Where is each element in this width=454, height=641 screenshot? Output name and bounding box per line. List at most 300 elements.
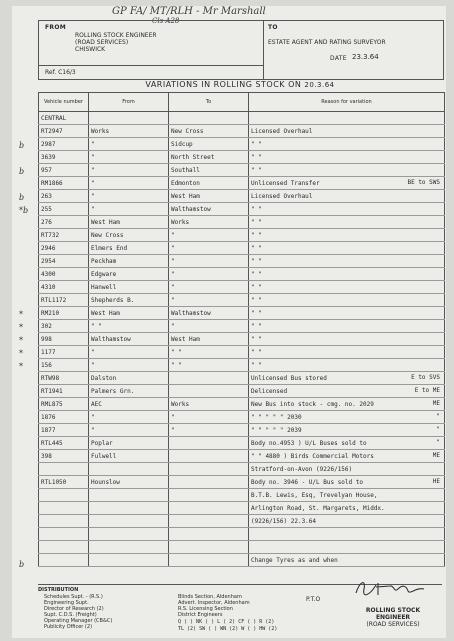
from-cell: " " [89, 320, 169, 333]
reason-text: Delicensed [251, 387, 288, 395]
vehicle-number-text: RM210 [41, 309, 60, 317]
vehicle-number-text: CENTRAL [41, 114, 67, 122]
to-label: TO [268, 24, 278, 31]
reason-text: Stratford-on-Avon (9226/156) [251, 465, 353, 473]
table-row [39, 541, 445, 554]
reason-text: " " [251, 309, 262, 317]
margin-tick-mark: * [19, 335, 23, 345]
margin-tick-mark: b [19, 560, 25, 569]
to-cell [169, 554, 249, 567]
reason-text: " " [251, 270, 262, 278]
table-row [39, 268, 445, 281]
vehicle-number-text: 4300 [41, 270, 56, 278]
to-cell: " " [169, 359, 249, 372]
to-cell: " " [169, 346, 249, 359]
reason-cell [249, 411, 445, 424]
margin-tick-mark: *b [19, 205, 29, 215]
to-cell [169, 112, 249, 125]
vehicle-number-text: 2954 [41, 257, 56, 265]
reason-cell [249, 541, 445, 554]
vehicle-cell [39, 151, 89, 164]
reason-cell [249, 281, 445, 294]
vehicle-number-text: 957 [41, 166, 52, 174]
vehicle-cell [19, 346, 89, 359]
table-row [39, 528, 445, 541]
reason-cell [249, 502, 445, 515]
pto-note: P.T.O [306, 596, 321, 603]
vehicle-cell [39, 112, 89, 125]
reason-text: " " [251, 153, 262, 161]
from-cell: " [89, 203, 169, 216]
reason-text: " " [251, 166, 262, 174]
vehicle-number-text: RT2947 [41, 127, 63, 135]
reason-cell [249, 112, 445, 125]
vehicle-cell [19, 554, 89, 569]
vehicle-cell [39, 268, 89, 281]
handwritten-annotation-2: Cls A28 [152, 17, 180, 25]
to-cell: " [169, 320, 249, 333]
to-cell [169, 489, 249, 502]
to-cell [169, 528, 249, 541]
table-row [39, 437, 445, 450]
reason-cell [249, 125, 445, 138]
page-title [38, 80, 442, 89]
vehicle-number-text: 1177 [41, 348, 56, 356]
table-row [39, 515, 445, 528]
reason-extra: BE to SWS [407, 179, 440, 186]
vehicle-number-text: RML875 [41, 400, 63, 408]
from-cell: " [89, 177, 169, 190]
vehicle-cell [39, 372, 89, 385]
reason-cell [249, 359, 445, 372]
from-cell: " [89, 138, 169, 151]
vehicle-number-text: 1876 [41, 413, 56, 421]
vehicle-number-text: 263 [41, 192, 52, 200]
from-cell [89, 515, 169, 528]
from-cell [89, 554, 169, 567]
reason-cell [249, 346, 445, 359]
district-codes-1: Q ( ) NK ( ) L ( 2) CF ( ) R (2) [178, 619, 275, 625]
reason-cell [249, 463, 445, 476]
reason-extra: " [436, 439, 440, 446]
reason-text: " " [251, 218, 262, 226]
to-cell [169, 372, 249, 385]
vehicle-number-text: 398 [41, 452, 52, 460]
vehicle-cell [39, 398, 89, 411]
dist-col2-1: Advert. Inspector, Aldenham [178, 600, 250, 606]
reason-text: " " [251, 231, 262, 239]
to-cell: " [169, 268, 249, 281]
reason-cell [249, 528, 445, 541]
table-row [39, 476, 445, 489]
table-row [39, 151, 445, 164]
signature-scrawl-icon [350, 577, 430, 599]
table-row [39, 242, 445, 255]
vehicle-number-text: RTL1172 [41, 296, 67, 304]
vehicle-number-text: 4310 [41, 283, 56, 291]
reason-extra: ME [432, 452, 440, 459]
vehicle-cell [39, 476, 89, 489]
from-cell: " [89, 151, 169, 164]
reason-cell [249, 554, 445, 567]
vehicle-number-text: 255 [41, 205, 52, 213]
to-cell: " [169, 411, 249, 424]
table-row [39, 294, 445, 307]
to-cell: " [169, 281, 249, 294]
reason-text: Change Tyres as and when [251, 556, 338, 564]
from-cell [89, 502, 169, 515]
reason-text: Body no.4953 ) U/L Buses sold to [251, 439, 367, 447]
from-box [39, 21, 264, 79]
from-cell [89, 112, 169, 125]
margin-tick-mark: * [19, 348, 23, 358]
to-cell: North Street [169, 151, 249, 164]
reason-text: Unlicensed Transfer [251, 179, 320, 187]
reason-cell [249, 203, 445, 216]
signer-title [348, 607, 438, 628]
reason-cell [249, 216, 445, 229]
to-cell: " [169, 255, 249, 268]
from-cell: " [89, 424, 169, 437]
col-reason: Reason for variation [249, 93, 445, 112]
document-sheet [12, 6, 446, 638]
vehicle-cell [39, 541, 89, 554]
vehicle-cell [39, 411, 89, 424]
reason-cell [249, 489, 445, 502]
margin-tick-mark: b [19, 140, 25, 150]
reason-cell [249, 190, 445, 203]
handwritten-annotation: GP FA/ MT/RLH - Mr Marshall [112, 6, 266, 17]
to-cell: Works [169, 398, 249, 411]
from-cell: Edgware [89, 268, 169, 281]
reason-text: " " 4880 ) Birds Commercial Motors [251, 452, 374, 460]
table-row [39, 489, 445, 502]
signature [350, 577, 430, 599]
reason-text: " " [251, 296, 262, 304]
vehicle-number-text: RTW98 [41, 374, 60, 382]
vehicle-cell [19, 190, 89, 203]
reason-text: Licensed Overhaul [251, 192, 313, 200]
margin-tick-mark: b [19, 192, 25, 202]
from-cell: " [89, 346, 169, 359]
reason-text: " " [251, 205, 262, 213]
vehicle-number-text: 276 [41, 218, 52, 226]
reason-cell [249, 307, 445, 320]
reason-cell [249, 242, 445, 255]
vehicle-number-text: 998 [41, 335, 52, 343]
from-cell: Hanwell [89, 281, 169, 294]
to-cell: " [169, 424, 249, 437]
dist-col1-5: Publicity Officer (2) [44, 624, 93, 630]
vehicle-cell [19, 307, 89, 320]
vehicle-cell [19, 138, 89, 151]
reason-extra: " [436, 426, 440, 433]
vehicle-number-text: 3639 [41, 153, 56, 161]
vehicle-cell [19, 164, 89, 177]
from-cell: Peckham [89, 255, 169, 268]
reason-cell [249, 229, 445, 242]
reason-text: " " " " " 2039 [251, 426, 302, 434]
reason-text: " " [251, 140, 262, 148]
vehicle-number-text: RTL1050 [41, 478, 67, 486]
vehicle-cell [39, 437, 89, 450]
vehicle-cell [39, 242, 89, 255]
reason-cell [249, 398, 445, 411]
dist-col2-0: Blinds Section, Aldenham [178, 594, 242, 600]
vehicle-number-text: 302 [41, 322, 52, 330]
from-cell: " [89, 359, 169, 372]
table-row [39, 112, 445, 125]
vehicle-cell [39, 281, 89, 294]
table-row [39, 450, 445, 463]
from-cell: AEC [89, 398, 169, 411]
col-from: From [89, 93, 169, 112]
reason-text: " " [251, 335, 262, 343]
vehicle-cell [39, 528, 89, 541]
table-row [39, 138, 445, 151]
ref-divider [39, 65, 263, 66]
table-row [39, 554, 445, 567]
table-row [39, 424, 445, 437]
to-cell: Edmonton [169, 177, 249, 190]
to-cell [169, 450, 249, 463]
table-row [39, 229, 445, 242]
table-row [39, 281, 445, 294]
from-cell: Walthamstow [89, 333, 169, 346]
district-codes-2: TL (2) SW ( ) WN (2) W ( ) HW (2) [178, 626, 278, 632]
reason-cell [249, 151, 445, 164]
dist-col1-3: Supt. C.D.S. (Freight) [44, 612, 97, 618]
table-row [39, 463, 445, 476]
from-cell: Poplar [89, 437, 169, 450]
vehicle-number-text: 2987 [41, 140, 56, 148]
signer-title-line-2: (ROAD SERVICES) [366, 621, 420, 628]
reason-extra: " [436, 413, 440, 420]
reason-cell [249, 255, 445, 268]
vehicle-cell [19, 359, 89, 372]
from-cell: " [89, 190, 169, 203]
to-cell: New Cross [169, 125, 249, 138]
margin-tick-mark: * [19, 361, 23, 371]
reason-cell [249, 320, 445, 333]
vehicle-cell [39, 216, 89, 229]
from-label: FROM [45, 24, 66, 31]
reason-text: (9226/156) 22.3.64 [251, 517, 317, 525]
reason-cell [249, 164, 445, 177]
reason-cell [249, 424, 445, 437]
from-cell: Elmers End [89, 242, 169, 255]
table-row [39, 164, 445, 177]
to-cell: Sidcup [169, 138, 249, 151]
to-box [264, 21, 443, 79]
to-cell: Southall [169, 164, 249, 177]
reason-text: " " " " " 2030 [251, 413, 302, 421]
vehicle-number-text: RT1941 [41, 387, 63, 395]
table-row [39, 346, 445, 359]
to-cell: West Ham [169, 190, 249, 203]
reason-extra: E to SVS [411, 374, 440, 381]
from-cell: Palmers Grn. [89, 385, 169, 398]
reason-extra: HE [432, 478, 440, 485]
table-row [39, 502, 445, 515]
to-cell [169, 463, 249, 476]
to-cell: Works [169, 216, 249, 229]
date-label: DATE [330, 55, 347, 62]
dist-col2-2: R.S. Licensing Section [178, 606, 233, 612]
margin-tick-mark: * [19, 322, 23, 332]
reason-cell [249, 333, 445, 346]
vehicle-cell [39, 515, 89, 528]
table-row [39, 385, 445, 398]
from-cell: Hounslow [89, 476, 169, 489]
dist-col1-2: Director of Research (2) [44, 606, 104, 612]
ref-number: Ref. C16/3 [45, 69, 76, 76]
margin-tick-mark: * [19, 309, 23, 319]
table-row [39, 255, 445, 268]
reason-text: " " [251, 283, 262, 291]
from-line-3: CHISWICK [75, 46, 106, 53]
vehicle-cell [39, 424, 89, 437]
vehicle-cell [39, 489, 89, 502]
to-cell: Walthamstow [169, 307, 249, 320]
to-cell: West Ham [169, 333, 249, 346]
reason-cell [249, 177, 445, 190]
col-vehicle-number: Vehicle number [39, 93, 89, 112]
signer-title-line-1: ROLLING STOCK ENGINEER [365, 607, 421, 621]
reason-text: Arlington Road, St. Margarets, Middx. [251, 504, 385, 512]
vehicle-cell [39, 177, 89, 190]
from-cell [89, 489, 169, 502]
table-row [39, 398, 445, 411]
reason-cell [249, 138, 445, 151]
vehicle-number-text: RTL445 [41, 439, 63, 447]
to-cell [169, 385, 249, 398]
to-cell: " [169, 294, 249, 307]
variations-table [19, 92, 445, 569]
table-row [39, 372, 445, 385]
dist-col1-4: Operating Manager (CB&C) [44, 618, 113, 624]
vehicle-number-text: 2946 [41, 244, 56, 252]
reason-cell [249, 268, 445, 281]
vehicle-cell [39, 385, 89, 398]
reason-text: New Bus into stock - cmg. no. 2029 [251, 400, 374, 408]
from-cell: Fulwell [89, 450, 169, 463]
to-cell: " [169, 242, 249, 255]
reason-cell [249, 476, 445, 489]
reason-text: Body no. 3946 - U/L Bus sold to [251, 478, 363, 486]
vehicle-number-text: 156 [41, 361, 52, 369]
reason-cell [249, 294, 445, 307]
from-cell: West Ham [89, 216, 169, 229]
col-to: To [169, 93, 249, 112]
title-text: VARIATIONS IN ROLLING STOCK ON [145, 80, 302, 89]
from-cell [89, 463, 169, 476]
memo-header [38, 20, 444, 80]
vehicle-cell [39, 294, 89, 307]
to-recipient: ESTATE AGENT AND RATING SURVEYOR [268, 39, 386, 46]
from-cell: New Cross [89, 229, 169, 242]
dist-col1-1: Engineering Supt. [44, 600, 89, 606]
distribution-label: DISTRIBUTION [38, 587, 79, 593]
from-cell: Works [89, 125, 169, 138]
vehicle-cell [39, 255, 89, 268]
table-row [39, 411, 445, 424]
table-body [19, 112, 445, 569]
date-value: 23.3.64 [352, 53, 379, 61]
margin-tick-mark: b [19, 166, 25, 176]
dist-col2-3: District Engineers [178, 612, 223, 618]
signature-text [350, 577, 356, 578]
to-cell [169, 476, 249, 489]
vehicle-number-text: RM1866 [41, 179, 63, 187]
from-line-2: (ROAD SERVICES) [75, 39, 129, 46]
to-cell: " [169, 229, 249, 242]
to-cell: Walthamstow [169, 203, 249, 216]
reason-cell [249, 450, 445, 463]
table-row [39, 125, 445, 138]
reason-extra: ME [432, 400, 440, 407]
vehicle-cell [39, 463, 89, 476]
title-date: 20.3.64 [304, 81, 335, 89]
table-row [39, 190, 445, 203]
to-cell [169, 437, 249, 450]
vehicle-cell [39, 125, 89, 138]
reason-text: B.T.B. Lewis, Esq, Trevelyan House, [251, 491, 378, 499]
from-cell: " [89, 411, 169, 424]
vehicle-cell [39, 502, 89, 515]
table-row [39, 333, 445, 346]
vehicle-cell [19, 333, 89, 346]
from-cell [89, 528, 169, 541]
reason-cell [249, 437, 445, 450]
to-cell [169, 541, 249, 554]
from-cell [89, 541, 169, 554]
reason-cell [249, 372, 445, 385]
vehicle-cell [19, 320, 89, 333]
from-cell: West Ham [89, 307, 169, 320]
table-header-row [39, 93, 445, 112]
vehicle-cell [39, 229, 89, 242]
reason-text: " " [251, 322, 262, 330]
dist-col1-0: Schedules Supt. - (R.S.) [44, 594, 103, 600]
table-row [39, 359, 445, 372]
reason-text: " " [251, 348, 262, 356]
reason-text: Unlicensed Bus stored [251, 374, 327, 382]
from-line-1: ROLLING STOCK ENGINEER [75, 32, 157, 39]
vehicle-number-text: 1877 [41, 426, 56, 434]
table-row [39, 320, 445, 333]
vehicle-cell [19, 203, 89, 216]
reason-cell [249, 385, 445, 398]
reason-extra: E to ME [414, 387, 440, 394]
from-cell: " [89, 164, 169, 177]
reason-text: Licensed Overhaul [251, 127, 313, 135]
reason-text: " " [251, 257, 262, 265]
reason-text: " " [251, 361, 262, 369]
table-row [39, 177, 445, 190]
reason-cell [249, 515, 445, 528]
table-row [39, 307, 445, 320]
vehicle-number-text: RT732 [41, 231, 60, 239]
vehicle-cell [39, 450, 89, 463]
from-cell: Dalston [89, 372, 169, 385]
to-cell [169, 515, 249, 528]
from-cell: Shepherds B. [89, 294, 169, 307]
table-row [39, 216, 445, 229]
to-cell [169, 502, 249, 515]
reason-text: " " [251, 244, 262, 252]
table-row [39, 203, 445, 216]
